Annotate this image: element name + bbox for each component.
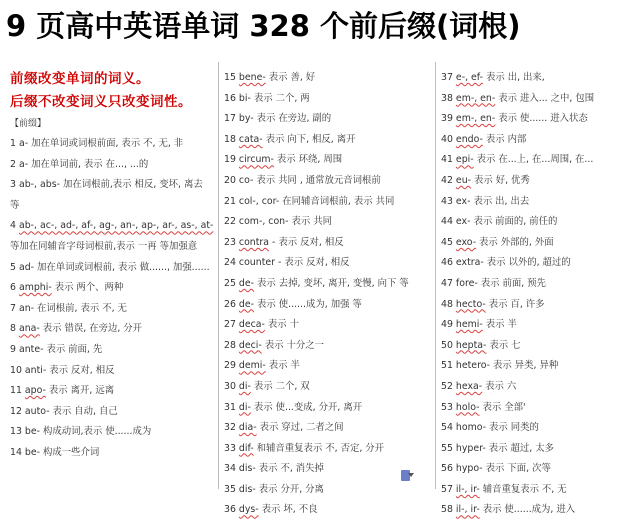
entry-prefix: by- <box>238 113 254 125</box>
list-item <box>224 130 431 151</box>
entry-number: 11 <box>10 385 22 397</box>
entry-prefix: exo- <box>455 236 477 248</box>
section-label: 【前缀】 <box>10 119 47 129</box>
entry-number: 17 <box>224 113 236 125</box>
entry-number: 35 <box>224 483 236 495</box>
entry-prefix: ex- <box>455 216 471 228</box>
list-item <box>224 480 431 501</box>
entry-number: 48 <box>441 298 453 310</box>
entry-number: 26 <box>224 298 236 310</box>
entry-description: 表示 使...... 进入状态 <box>495 113 588 125</box>
entry-description: 表示 共同 <box>288 216 332 228</box>
entry-number: 3 <box>10 179 16 191</box>
entry-prefix: e-, ef- <box>455 72 483 83</box>
entry-prefix: amphi- <box>18 282 52 294</box>
entry-prefix: hyper- <box>455 442 486 454</box>
entry-number: 36 <box>224 504 236 516</box>
entry-description: - 表示 反对, 相反 <box>269 236 344 248</box>
entry-description: 表示 下面, 次等 <box>482 463 551 475</box>
entry-description: 表示 分开, 分离 <box>255 483 324 495</box>
entry-prefix: demi- <box>238 360 266 372</box>
entry-number: 51 <box>441 360 453 372</box>
entry-description: 表示 同类的 <box>486 422 539 434</box>
entry-number: 50 <box>441 339 453 351</box>
entry-prefix: em-, en- <box>455 92 496 104</box>
entry-prefix: il-, ir- <box>455 504 480 516</box>
entry-prefix: il-, ir- <box>455 483 480 495</box>
entry-number: 54 <box>441 422 453 434</box>
list-item <box>441 356 621 377</box>
entry-number: 42 <box>441 174 453 186</box>
entry-prefix: bene- <box>238 72 266 83</box>
entry-description: 表示 前面的, 前任的 <box>470 216 558 228</box>
entry-description: 表示 坏, 不良 <box>258 504 318 516</box>
entry-description: 表示 使...变成, 分开, 离开 <box>250 401 363 413</box>
list-item <box>224 418 431 439</box>
list-item <box>224 295 431 316</box>
entry-number: 55 <box>441 442 453 454</box>
entry-prefix: ana- <box>18 323 40 335</box>
entry-number: 53 <box>441 401 453 413</box>
entry-description: 表示 六 <box>482 380 517 392</box>
entry-number: 14 <box>10 446 22 458</box>
entry-prefix: counter <box>238 257 275 269</box>
entry-number: 44 <box>441 216 453 228</box>
entry-number: 27 <box>224 319 236 331</box>
entry-description: 表示 穿过, 二者之间 <box>256 422 344 434</box>
entry-number: 41 <box>441 154 453 166</box>
entry-number: 7 <box>10 302 16 314</box>
list-item <box>224 398 431 419</box>
list-item <box>10 402 215 423</box>
entry-number: 43 <box>441 195 453 207</box>
entry-prefix: apo- <box>24 385 46 397</box>
list-item <box>441 212 621 233</box>
entry-number: 57 <box>441 483 453 495</box>
list-item <box>441 150 621 171</box>
entry-description: 表示 全部' <box>479 401 526 413</box>
entry-prefix: ex- <box>455 195 471 207</box>
entry-prefix: ad- <box>18 261 35 273</box>
entry-description: 表示 共同 , 通常放元音词根前 <box>253 174 381 186</box>
list-item <box>10 299 215 320</box>
list-item <box>10 443 215 464</box>
entry-number: 46 <box>441 257 453 269</box>
entry-number: 58 <box>441 504 453 516</box>
list-item <box>441 500 621 521</box>
entry-number: 12 <box>10 405 22 417</box>
entry-description: 表示 内部 <box>482 133 527 145</box>
entry-number: 16 <box>224 92 236 104</box>
list-item <box>441 336 621 357</box>
entry-prefix: di- <box>238 380 251 392</box>
entry-number: 30 <box>224 380 236 392</box>
entry-number: 33 <box>224 442 236 454</box>
entry-description: 表示 进入... 之中, 包围 <box>495 92 595 104</box>
entry-number: 10 <box>10 364 22 376</box>
entry-description: 辅音重复表示 不, 无 <box>479 483 567 495</box>
entry-number: 39 <box>441 113 453 125</box>
entry-description: 加在词根前,表示 相反, 变坏, 离去 等 <box>10 179 203 211</box>
entry-prefix: di- <box>238 401 251 413</box>
entry-number: 45 <box>441 236 453 248</box>
list-item <box>224 192 431 213</box>
entry-description: 表示 二个, 双 <box>250 380 310 392</box>
entry-description: 表示 好, 优秀 <box>471 174 530 186</box>
entry-description: 加在单词或词根前, 表示 做......, 加强...... <box>34 261 210 273</box>
entry-description: 表示 异类, 异种 <box>490 360 559 372</box>
list-item <box>10 278 215 299</box>
list-item <box>10 134 215 155</box>
entry-number: 9 <box>10 343 16 355</box>
entry-prefix: a- <box>18 138 29 149</box>
entry-prefix: ab-, abs- <box>18 179 60 191</box>
entry-prefix: co- <box>238 174 254 186</box>
entry-description: 表示 在旁边, 副的 <box>253 113 332 125</box>
column-1 <box>10 68 215 464</box>
entry-list <box>441 68 621 521</box>
entry-number: 22 <box>224 216 236 228</box>
list-item <box>224 500 431 521</box>
entry-number: 24 <box>224 257 236 269</box>
entry-prefix: ante- <box>18 343 44 355</box>
list-item <box>441 295 621 316</box>
entry-description: 表示 出, 出来, <box>482 72 545 83</box>
entry-number: 2 <box>10 158 16 170</box>
list-item <box>224 356 431 377</box>
entry-description: 构成一些介词 <box>40 446 100 458</box>
entry-description: 和辅音重复表示 不, 否定, 分开 <box>253 442 385 454</box>
entry-number: 47 <box>441 277 453 289</box>
entry-description: 表示 自动, 自己 <box>49 405 118 417</box>
list-item <box>441 274 621 295</box>
entry-prefix: be- <box>24 446 41 458</box>
list-item <box>441 109 621 130</box>
entry-prefix: dys- <box>238 504 259 516</box>
list-item <box>10 216 215 257</box>
list-item <box>10 340 215 361</box>
entry-number: 15 <box>224 72 236 83</box>
entry-prefix: ab-, ac-, ad-, af-, ag-, an-, ap-, ar-, as-, at- <box>18 220 214 232</box>
entry-number: 21 <box>224 195 236 207</box>
column-divider <box>435 62 436 489</box>
entry-prefix: hetero- <box>455 360 491 372</box>
list-item <box>10 319 215 340</box>
entry-description: 表示 反对, 相反 <box>46 364 115 376</box>
entry-prefix: col-, cor- <box>238 195 280 207</box>
entry-prefix: circum- <box>238 154 274 166</box>
entry-number: 40 <box>441 133 453 145</box>
column-divider <box>218 62 219 489</box>
entry-description: 表示 十分之一 <box>261 339 325 351</box>
list-item <box>224 212 431 233</box>
list-item <box>10 361 215 382</box>
entry-prefix: dif- <box>238 442 254 454</box>
document-page <box>0 62 624 516</box>
entry-number: 31 <box>224 401 236 413</box>
list-item <box>10 175 215 216</box>
entry-prefix: cata- <box>238 133 263 145</box>
list-item <box>10 155 215 176</box>
entry-description: 表示 向下, 相反, 离开 <box>262 133 356 145</box>
list-item <box>224 439 431 460</box>
entry-description: 表示 在...上, 在...周围, 在... <box>473 154 594 166</box>
entry-prefix: hecto- <box>455 298 486 310</box>
entry-description: 表示 出, 出去 <box>470 195 530 207</box>
entry-prefix: holo- <box>455 401 480 413</box>
entry-description: 表示 七 <box>486 339 521 351</box>
entry-prefix: deca- <box>238 319 265 331</box>
entry-number: 37 <box>441 72 453 83</box>
entry-prefix: dis- <box>238 483 256 495</box>
entry-prefix: dis- <box>238 463 256 475</box>
entry-prefix: homo- <box>455 422 487 434</box>
list-item <box>224 274 431 295</box>
entry-number: 6 <box>10 282 16 294</box>
entry-number: 1 <box>10 138 16 149</box>
entry-description: 加在单词前, 表示 在..., ...的 <box>28 158 149 170</box>
list-item <box>441 192 621 213</box>
list-item <box>224 253 431 274</box>
entry-number: 20 <box>224 174 236 186</box>
list-item <box>224 89 431 110</box>
entry-description: 表示 十 <box>264 319 300 331</box>
entry-prefix: de- <box>238 298 255 310</box>
entry-description: 表示 不, 消失掉 <box>255 463 324 475</box>
list-item <box>224 459 431 480</box>
list-item <box>224 171 431 192</box>
list-item <box>224 315 431 336</box>
entry-description: 表示 善, 好 <box>265 72 316 83</box>
list-item <box>441 418 621 439</box>
column-3 <box>441 68 621 521</box>
entry-prefix: a- <box>18 158 29 170</box>
entry-description: 表示 外部的, 外面 <box>476 236 554 248</box>
entry-number: 13 <box>10 426 22 438</box>
entry-number: 25 <box>224 277 236 289</box>
entry-description: - 表示 反对, 相反 <box>275 257 350 269</box>
entry-number: 52 <box>441 380 453 392</box>
entry-description: 表示 使......成为, 加强 等 <box>254 298 362 310</box>
page-title: 9 页高中英语单词 328 个前后缀(词根) <box>6 9 521 43</box>
entry-prefix: hypo- <box>455 463 483 475</box>
list-item <box>441 68 621 89</box>
entry-number: 56 <box>441 463 453 475</box>
entry-prefix: hexa- <box>455 380 483 392</box>
list-item <box>224 150 431 171</box>
entry-number: 19 <box>224 154 236 166</box>
list-item <box>441 439 621 460</box>
entry-description: 加在单词或词根前面, 表示 不, 无, 非 <box>28 138 184 149</box>
list-item <box>441 315 621 336</box>
entry-number: 28 <box>224 339 236 351</box>
entry-prefix: fore- <box>455 277 478 289</box>
list-item <box>441 233 621 254</box>
intro-line-2: 后缀不改变词义只改变词性。 <box>10 94 192 110</box>
entry-description: 表示 以外的, 超过的 <box>483 257 571 269</box>
entry-number: 4 <box>10 220 16 232</box>
list-item <box>224 233 431 254</box>
entry-description: 表示 去掉, 变坏, 离开, 变慢, 向下 等 <box>254 277 409 289</box>
entry-prefix: auto- <box>24 405 50 417</box>
entry-description: 表示 错误, 在旁边, 分开 <box>39 323 143 335</box>
entry-prefix: com-, con- <box>238 216 289 228</box>
entry-list <box>224 68 431 521</box>
entry-number: 34 <box>224 463 236 475</box>
list-item <box>441 89 621 110</box>
entry-description: 表示 使......成为, 进入 <box>479 504 576 516</box>
entry-description: 表示 前面, 预先 <box>477 277 546 289</box>
list-item <box>224 336 431 357</box>
list-item <box>441 398 621 419</box>
entry-description: 表示 两个、两种 <box>51 282 124 294</box>
list-item <box>441 459 621 480</box>
entry-prefix: bi- <box>238 92 251 104</box>
entry-description: 表示 离开, 远离 <box>45 385 115 397</box>
entry-number: 23 <box>224 236 236 248</box>
entry-prefix: contra <box>238 236 270 248</box>
entry-description: 在同辅音词根前, 表示 共同 <box>279 195 395 207</box>
entry-prefix: de- <box>238 277 255 289</box>
entry-list <box>10 134 215 464</box>
entry-description: 等加在同辅音字母词根前,表示 一再 等加强意 <box>10 240 198 252</box>
entry-prefix: an- <box>18 302 35 314</box>
entry-prefix: be- <box>24 426 41 438</box>
entry-number: 18 <box>224 133 236 145</box>
entry-prefix: hemi- <box>455 319 483 331</box>
list-item <box>10 422 215 443</box>
list-item <box>441 130 621 151</box>
entry-description: 表示 二个, 两 <box>250 92 310 104</box>
list-item <box>224 377 431 398</box>
entry-prefix: hepta- <box>455 339 487 351</box>
entry-number: 38 <box>441 92 453 104</box>
entry-number: 29 <box>224 360 236 372</box>
entry-number: 8 <box>10 323 16 335</box>
list-item <box>10 258 215 279</box>
list-item <box>224 109 431 130</box>
intro-line-1: 前缀改变单词的词义。 <box>10 71 150 87</box>
column-2 <box>224 68 431 521</box>
entry-prefix: dia- <box>238 422 257 434</box>
entry-prefix: epi- <box>455 154 474 166</box>
list-item <box>10 381 215 402</box>
entry-prefix: eu- <box>455 174 472 186</box>
entry-description: 构成动词,表示 使......成为 <box>40 426 152 438</box>
entry-number: 32 <box>224 422 236 434</box>
list-item <box>224 68 431 89</box>
entry-description: 表示 半 <box>482 319 517 331</box>
entry-prefix: endo- <box>455 133 483 145</box>
list-item <box>441 480 621 501</box>
list-item <box>441 253 621 274</box>
list-item <box>441 171 621 192</box>
entry-prefix: deci- <box>238 339 262 351</box>
entry-description: 表示 前面, 先 <box>43 343 103 355</box>
entry-number: 49 <box>441 319 453 331</box>
entry-prefix: em-, en- <box>455 113 496 125</box>
list-item <box>441 377 621 398</box>
entry-description: 表示 半 <box>265 360 300 372</box>
document-icon <box>401 470 410 481</box>
entry-description: 表示 百, 许多 <box>485 298 545 310</box>
entry-prefix: anti- <box>24 364 47 376</box>
entry-prefix: extra- <box>455 257 484 269</box>
entry-description: 表示 超过, 太多 <box>485 442 554 454</box>
entry-description: 表示 环绕, 周围 <box>273 154 343 166</box>
entry-description: 在词根前, 表示 不, 无 <box>34 302 127 314</box>
entry-number: 5 <box>10 261 16 273</box>
